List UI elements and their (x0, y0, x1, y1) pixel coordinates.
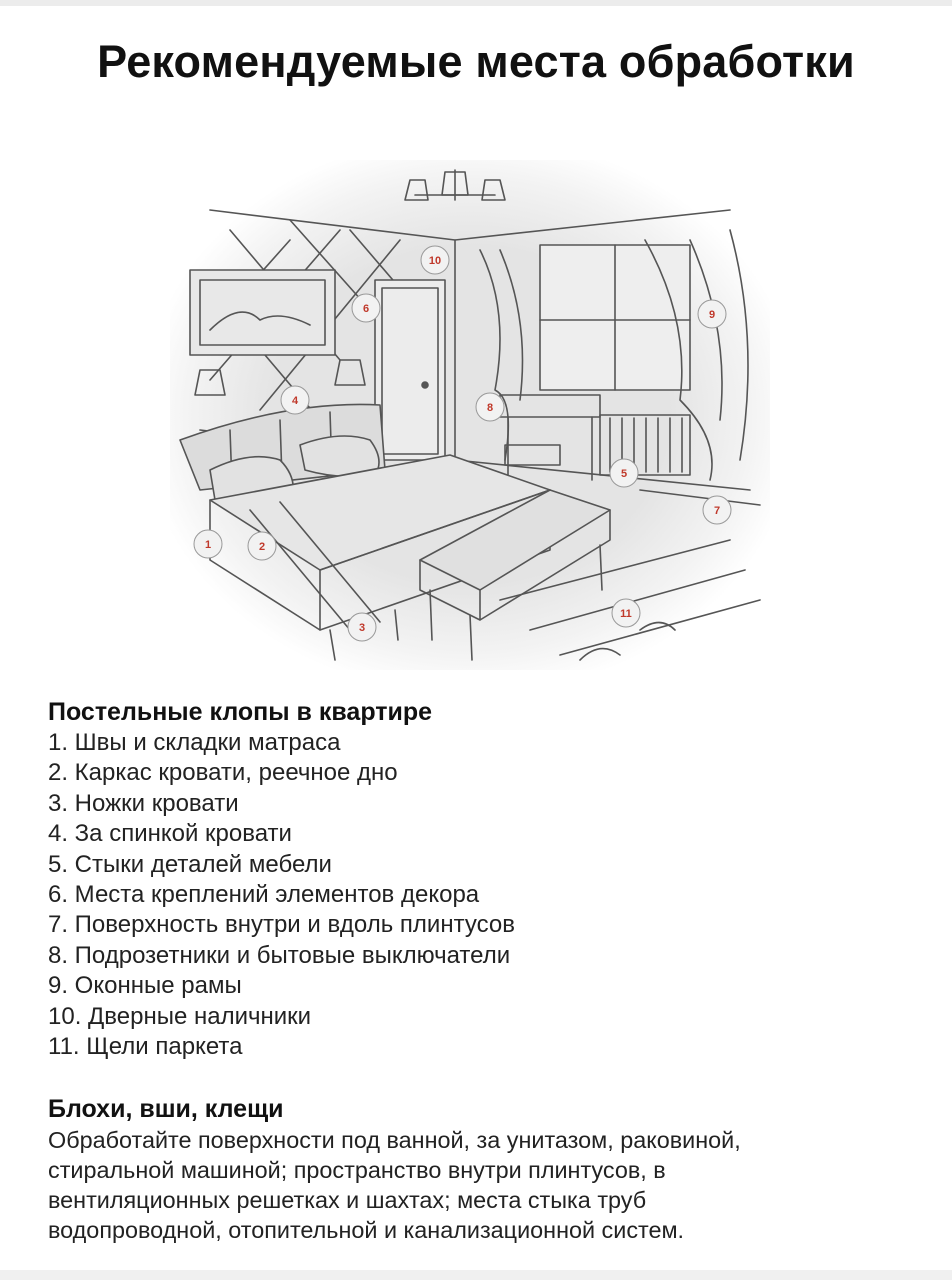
top-strip (0, 0, 952, 6)
bedbugs-section (48, 696, 918, 1062)
svg-text:11: 11 (620, 608, 632, 620)
svg-text:3: 3 (358, 622, 366, 634)
bedbugs-heading: Постельные клопы в квартире (48, 698, 433, 726)
bedroom-illustration (170, 160, 770, 670)
svg-text:1: 1 (204, 539, 212, 551)
list-item: 3. Ножки кровати (48, 789, 239, 817)
list-item: 6. Места креплений элементов декора (48, 881, 480, 909)
marker-2 (248, 532, 276, 560)
marker-11 (612, 599, 640, 627)
list-item: 8. Подрозетники и бытовые выключатели (48, 941, 511, 969)
list-item: 11. Щели паркета (48, 1033, 243, 1061)
svg-text:8: 8 (486, 402, 494, 414)
bedbugs-list (48, 728, 918, 1062)
paragraph-line: стиральной машиной; пространство внутри плинтусов, в (48, 1157, 666, 1183)
svg-text:10: 10 (428, 255, 442, 267)
marker-3 (348, 613, 376, 641)
marker-7 (703, 496, 731, 524)
paragraph-line: водопроводной, отопительной и канализационной систем. (48, 1217, 685, 1243)
paragraph-line: Обработайте поверхности под ванной, за унитазом, раковиной, (48, 1127, 741, 1153)
page-title: Рекомендуемые места обработки (97, 36, 855, 87)
marker-6 (352, 294, 380, 322)
marker-9 (698, 300, 726, 328)
list-item: 9. Оконные рамы (48, 972, 242, 1000)
list-item: 2. Каркас кровати, реечное дно (48, 759, 398, 787)
marker-5 (610, 459, 638, 487)
paragraph-line: вентиляционных решетках и шахтах; места стыка труб (48, 1187, 647, 1213)
fleas-paragraph (48, 1125, 918, 1245)
bottom-strip (0, 1270, 952, 1280)
svg-text:5: 5 (620, 468, 628, 480)
fleas-heading: Блохи, вши, клещи (48, 1095, 284, 1123)
svg-text:7: 7 (713, 505, 721, 517)
svg-text:6: 6 (362, 303, 370, 315)
marker-10 (421, 246, 449, 274)
list-item: 7. Поверхность внутри и вдоль плинтусов (48, 911, 515, 939)
marker-8 (476, 393, 504, 421)
marker-4 (281, 386, 309, 414)
list-item: 1. Швы и складки матраса (48, 729, 341, 756)
svg-text:4: 4 (291, 395, 299, 407)
list-item: 4. За спинкой кровати (48, 820, 292, 848)
fleas-section (48, 1093, 918, 1245)
list-item: 10. Дверные наличники (48, 1002, 312, 1030)
list-item: 5. Стыки деталей мебели (48, 850, 332, 878)
svg-text:2: 2 (258, 541, 266, 553)
svg-text:9: 9 (708, 309, 716, 321)
marker-1 (194, 530, 222, 558)
